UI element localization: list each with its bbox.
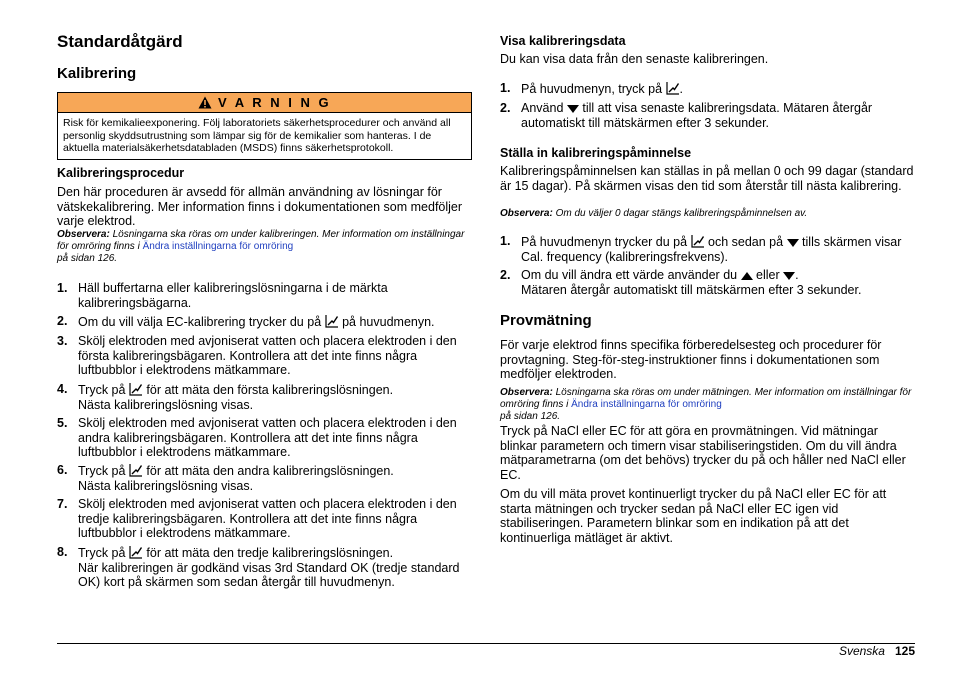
calibration-key-icon[interactable] bbox=[129, 463, 143, 477]
reminder-note: Observera: Om du väljer 0 dagar stängs kalibreringspåminnelsen av. bbox=[500, 208, 808, 219]
page-title: Standardåtgärd bbox=[57, 32, 183, 51]
note-label: Observera: bbox=[57, 229, 110, 240]
subsection-heading-kalibreringsprocedur: Kalibreringsprocedur bbox=[57, 166, 185, 180]
subsection-heading-kalibreringspaminnelse: Ställa in kalibreringspåminnelse bbox=[500, 146, 692, 160]
stirring-settings-link[interactable]: Ändra inställningarna för omröring bbox=[142, 241, 294, 252]
subsection-heading-visa-kalibreringsdata: Visa kalibreringsdata bbox=[500, 34, 626, 48]
note-text: Lösningarna ska röras om under kalibreringen. Mer information om inställningar för omröring finns i bbox=[57, 229, 465, 252]
calibration-key-icon[interactable] bbox=[129, 545, 143, 559]
calibration-key-icon[interactable] bbox=[129, 382, 143, 396]
warning-text: Risk för kemikalieexponering. Följ laboratoriets säkerhetsprocedurer och använd all personlig skyddsutrustning som lämpar sig för de kemikalier som hanteras. I de aktuella materialsäkerhetsdatabladen (MSDS) finns säkerhetsprotokoll. bbox=[63, 117, 451, 154]
reminder-step: 2. Om du vill ändra ett värde använder du eller . Mätaren återgår automatiskt till mätskärmen efter 3 sekunder. bbox=[500, 268, 862, 297]
calibration-key-icon[interactable] bbox=[666, 81, 680, 95]
down-arrow-icon[interactable] bbox=[567, 104, 579, 114]
calibration-key-icon[interactable] bbox=[691, 234, 705, 248]
up-arrow-icon[interactable] bbox=[741, 271, 753, 281]
calibration-step: 1. Häll buffertarna eller kalibreringslösningarna i de märkta kalibreringsbägarna. bbox=[57, 281, 388, 310]
measure-paragraph-2: Om du vill mäta provet kontinuerligt trycker du på NaCl eller EC för att starta mätningen och trycker sedan på NaCl eller EC igen vid stabiliseringen. Parametern blinkar som en indikation på att det kontinuerliga mätläget är aktivt. bbox=[500, 487, 887, 545]
stirring-settings-link[interactable]: Ändra inställningarna för omröring bbox=[571, 399, 722, 410]
view-data-step: 2. Använd till att visa senaste kalibreringsdata. Mätaren återgår automatiskt till mätskärmen efter 3 sekunder. bbox=[500, 101, 873, 130]
down-arrow-icon[interactable] bbox=[787, 238, 799, 248]
footer-rule bbox=[57, 643, 915, 644]
view-data-intro: Du kan visa data från den senaste kalibreringen. bbox=[500, 52, 769, 66]
calibration-step: 4. Tryck på för att mäta den första kalibreringslösningen. Nästa kalibreringslösning visas. bbox=[57, 382, 394, 412]
calibration-step: 2. Om du vill välja EC-kalibrering trycker du på på huvudmenyn. bbox=[57, 314, 435, 329]
calibration-step: 8. Tryck på för att mäta den tredje kalibreringslösningen. När kalibreringen är godkänd visas 3rd Standard OK (tredje standard OK) kort på skärmen som sedan återgår till huvudmenyn. bbox=[57, 545, 460, 589]
footer-language: Svenska bbox=[838, 644, 885, 658]
note-page-ref: på sidan 126. bbox=[57, 253, 118, 264]
warning-header bbox=[58, 93, 471, 113]
measure-intro: För varje elektrod finns specifika förberedelsesteg och procedurer för provtagning. Steg-för-steg-instruktioner finns i dokumentationen som medföljer elektroden. bbox=[500, 338, 882, 381]
calibration-step: 5. Skölj elektroden med avjoniserat vatten och placera elektroden i den andra kalibreringsbägaren. Kontrollera att det inte finns några luftbubblor i elektrodens mätkammare. bbox=[57, 416, 457, 459]
calibration-step: 7. Skölj elektroden med avjoniserat vatten och placera elektroden i den tredje kalibreringsbägaren. Kontrollera att det inte finns några luftbubblor i elektrodens mätkammare. bbox=[57, 497, 457, 540]
section-heading-provmatning: Provmätning bbox=[500, 312, 592, 329]
warning-triangle-icon bbox=[198, 96, 212, 109]
page-footer bbox=[839, 643, 915, 658]
reminder-intro: Kalibreringspåminnelsen kan ställas in på mellan 0 och 99 dagar (standard är 15 dagar). På skärmen visas den tid som återstår till nästa kalibrering. bbox=[500, 164, 914, 193]
measure-note: Observera: Lösningarna ska röras om under mätningen. Mer information om inställningar för omröring finns i Ändra inställningarna för omröring på sidan 126. bbox=[500, 387, 912, 422]
warning-box bbox=[57, 92, 472, 160]
procedure-intro: Den här proceduren är avsedd för allmän användning av lösningar för vätskekalibrering. Mer information finns i dokumentationen som medföljer varje elektrod. bbox=[57, 185, 463, 228]
calibration-step: 3. Skölj elektroden med avjoniserat vatten och placera elektroden i den första kalibreringsbägaren. Kontrollera att det inte finns några luftbubblor i elektrodens mätkammare. bbox=[57, 334, 457, 377]
warning-label: V A R N I N G bbox=[217, 95, 332, 110]
page-number: 125 bbox=[894, 644, 915, 658]
section-heading-kalibrering: Kalibrering bbox=[57, 65, 137, 82]
down-arrow-icon[interactable] bbox=[783, 271, 795, 281]
calibration-step: 6. Tryck på för att mäta den andra kalibreringslösningen. Nästa kalibreringslösning visas. bbox=[57, 463, 394, 493]
calibration-key-icon[interactable] bbox=[325, 314, 339, 328]
calibration-note bbox=[57, 229, 472, 265]
reminder-step: 1. På huvudmenyn trycker du på och sedan på tills skärmen visar Cal. frequency (kalibreringsfrekvens). bbox=[500, 234, 902, 264]
measure-paragraph-1: Tryck på NaCl eller EC för att göra en provmätningen. Vid mätningar blinkar parametern och timern visar stabiliseringstiden. Om du vill ändra mätparametrarna (om det behövs) trycker du på och håller ned NaCl eller EC. bbox=[500, 424, 906, 482]
view-data-step: 1. På huvudmenyn, tryck på . bbox=[500, 81, 684, 96]
